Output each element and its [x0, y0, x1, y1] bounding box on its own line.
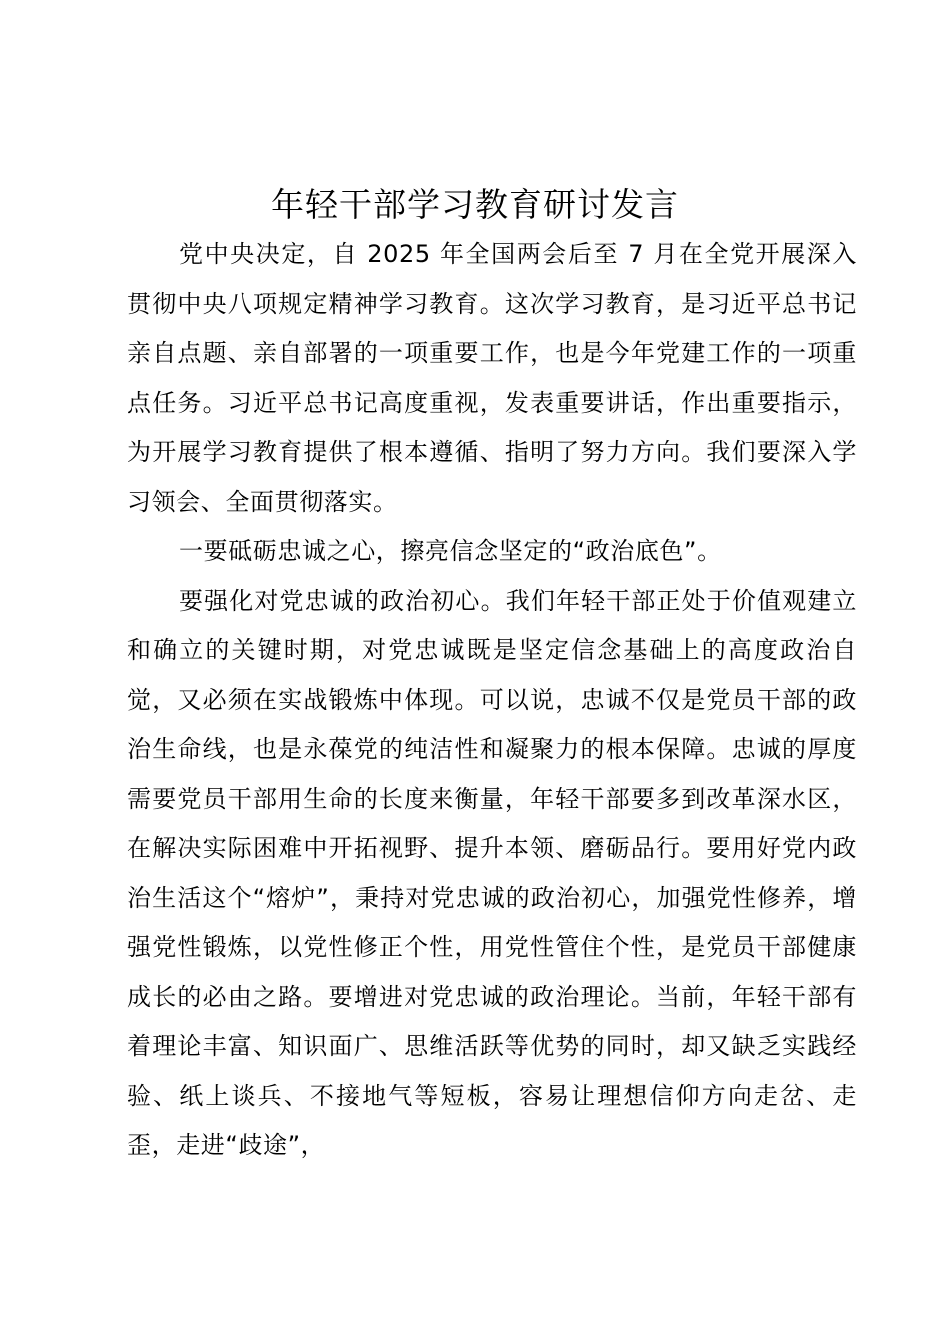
document-body [127, 230, 857, 1171]
paragraph-section-heading: 一要砥砺忠诚之心，擦亮信念坚定的“政治底色”。 [179, 537, 722, 565]
paragraph-loyalty: 要强化对党忠诚的政治初心。我们年轻干部正处于价值观建立和确立的关键时期，对党忠诚既是坚定信念基础上的高度政治自觉，又必须在实战锻炼中体现。可以说，忠诚不仅是党员干部的政治生命线，也是永葆党的纯洁性和凝聚力的根本保障。忠诚的厚度需要党员干部用生命的长度来衡量，年轻干部要多到改革深水区，在解决实际困难中开拓视野、提升本领、磨砺品行。要用好党内政治生活这个“熔炉”，秉持对党忠诚的政治初心，加强党性修养，增强党性锻炼，以党性修正个性，用党性管住个性，是党员干部健康成长的必由之路。要增进对党忠诚的政治理论。当前，年轻干部有着理论丰富、知识面广、思维活跃等优势的同时，却又缺乏实践经验、纸上谈兵、不接地气等短板，容易让理想信仰方向走岔、走歪，走进“歧途”， [127, 586, 857, 1159]
paragraph-intro: 党中央决定，自 2025 年全国两会后至 7 月在全党开展深入贯彻中央八项规定精神学习教育。这次学习教育，是习近平总书记亲自点题、亲自部署的一项重要工作，也是今年党建工作的一项重点任务。习近平总书记高度重视，发表重要讲话，作出重要指示，为开展学习教育提供了根本遵循、指明了努力方向。我们要深入学习领会、全面贯彻落实。 [127, 240, 857, 516]
document-title: 年轻干部学习教育研讨发言 [271, 185, 679, 224]
